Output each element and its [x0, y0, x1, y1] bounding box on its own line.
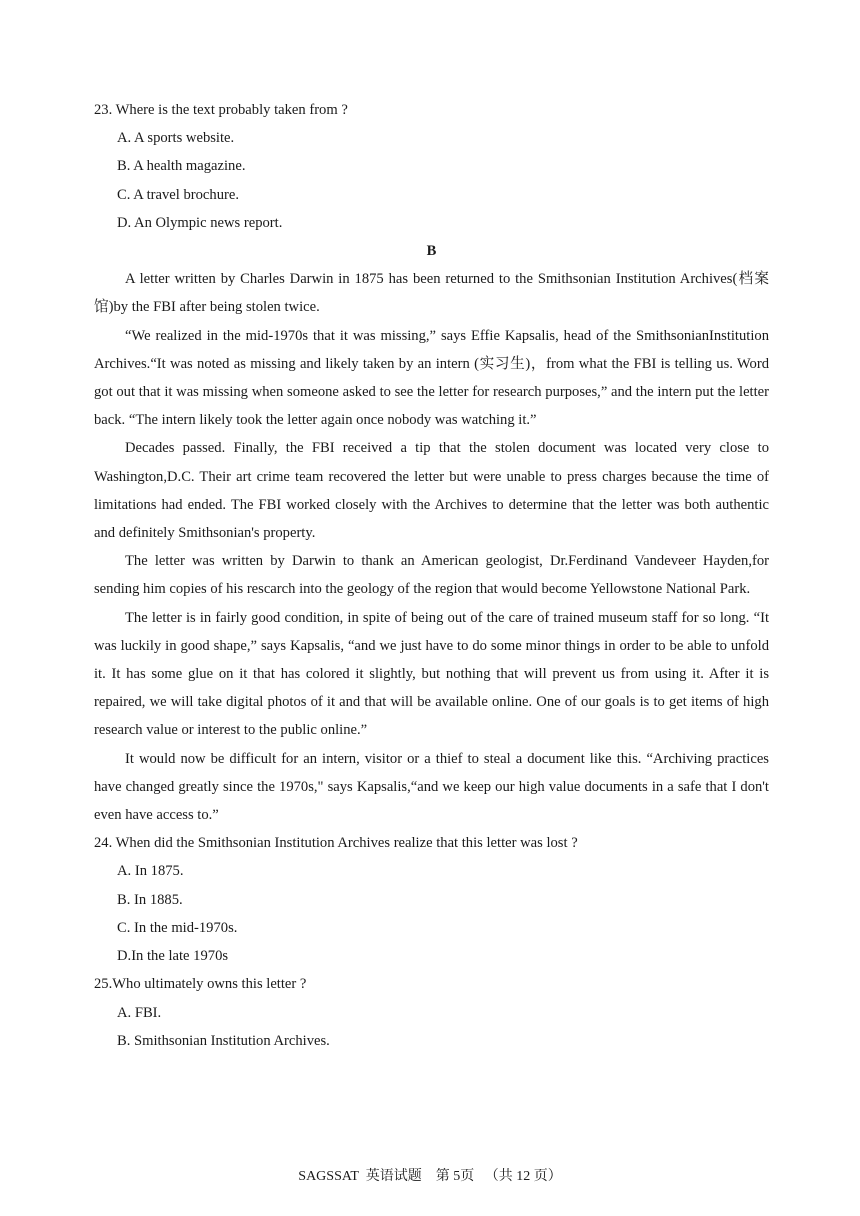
- passage-paragraph: A letter written by Charles Darwin in 1875 has been returned to the Smithsonian Institution Archives(档案馆)by the FBI after being stolen twice.: [94, 271, 769, 316]
- passage-b: [94, 237, 769, 829]
- option-c: C. In the mid-1970s.: [117, 919, 238, 936]
- question-stem: 23. Where is the text probably taken from ?: [94, 102, 348, 118]
- page-content: [94, 96, 769, 1055]
- section-heading: B: [426, 243, 437, 260]
- option-b: B. A health magazine.: [117, 158, 246, 175]
- option-a: A. In 1875.: [117, 863, 184, 880]
- option-c: C. A travel brochure.: [117, 186, 239, 203]
- question-stem: 25.Who ultimately owns this letter ?: [94, 976, 307, 993]
- option-b: B. In 1885.: [117, 891, 183, 908]
- passage-paragraph: The letter was written by Darwin to thank an American geologist, Dr.Ferdinand Vandeveer Hayden,for sending him copies of his rescarch into the geology of the region that would become Yellowstone National Park.: [94, 553, 769, 598]
- option-d: D. An Olympic news report.: [117, 214, 283, 231]
- option-a: A. A sports website.: [117, 130, 235, 147]
- passage-paragraph: Decades passed. Finally, the FBI received a tip that the stolen document was located very close to Washington,D.C. Their art crime team recovered the letter but were unable to press charges because the time of limitations had ended. The FBI worked closely with the Archives to determine that the letter was both authentic and definitely Smithsonian's property.: [94, 440, 769, 542]
- option-d: D.In the late 1970s: [117, 948, 229, 965]
- option-a: A. FBI.: [117, 1004, 162, 1021]
- question-24: [94, 829, 769, 970]
- question-23: [94, 96, 769, 237]
- page-footer: SAGSSAT 英语试题 第 5页 （共 12 页）: [298, 1169, 562, 1184]
- option-b: B. Smithsonian Institution Archives.: [117, 1032, 330, 1049]
- question-stem: 24. When did the Smithsonian Institution Archives realize that this letter was lost ?: [94, 835, 578, 852]
- passage-paragraph: “We realized in the mid-1970s that it was missing,” says Effie Kapsalis, head of the SmithsonianInstitution Archives.“It was noted as missing and likely taken by an intern (实习生)，from what the FBI is telling us. Word got out that it was missing when someone asked to see the letter for research purposes,” and the intern put the letter back. “The intern likely took the letter again once nobody was watching it.”: [94, 327, 769, 429]
- passage-paragraph: It would now be difficult for an intern, visitor or a thief to steal a document like this. “Archiving practices have changed greatly since the 1970s," says Kapsalis,“and we keep our high value documents in a safe that I don't even have access to.”: [94, 750, 769, 824]
- question-25: [94, 970, 769, 1055]
- passage-paragraph: The letter is in fairly good condition, in spite of being out of the care of trained museum staff for so long. “It was luckily in good shape,” says Kapsalis, “and we just have to do some minor things in order to be able to unfold it. It has some glue on it that has colored it slightly, but nothing that will prevent us from using it. After it is repaired, we will take digital photos of it and that will be available online. One of our goals is to get items of high research value or interest to the public online.”: [94, 609, 769, 739]
